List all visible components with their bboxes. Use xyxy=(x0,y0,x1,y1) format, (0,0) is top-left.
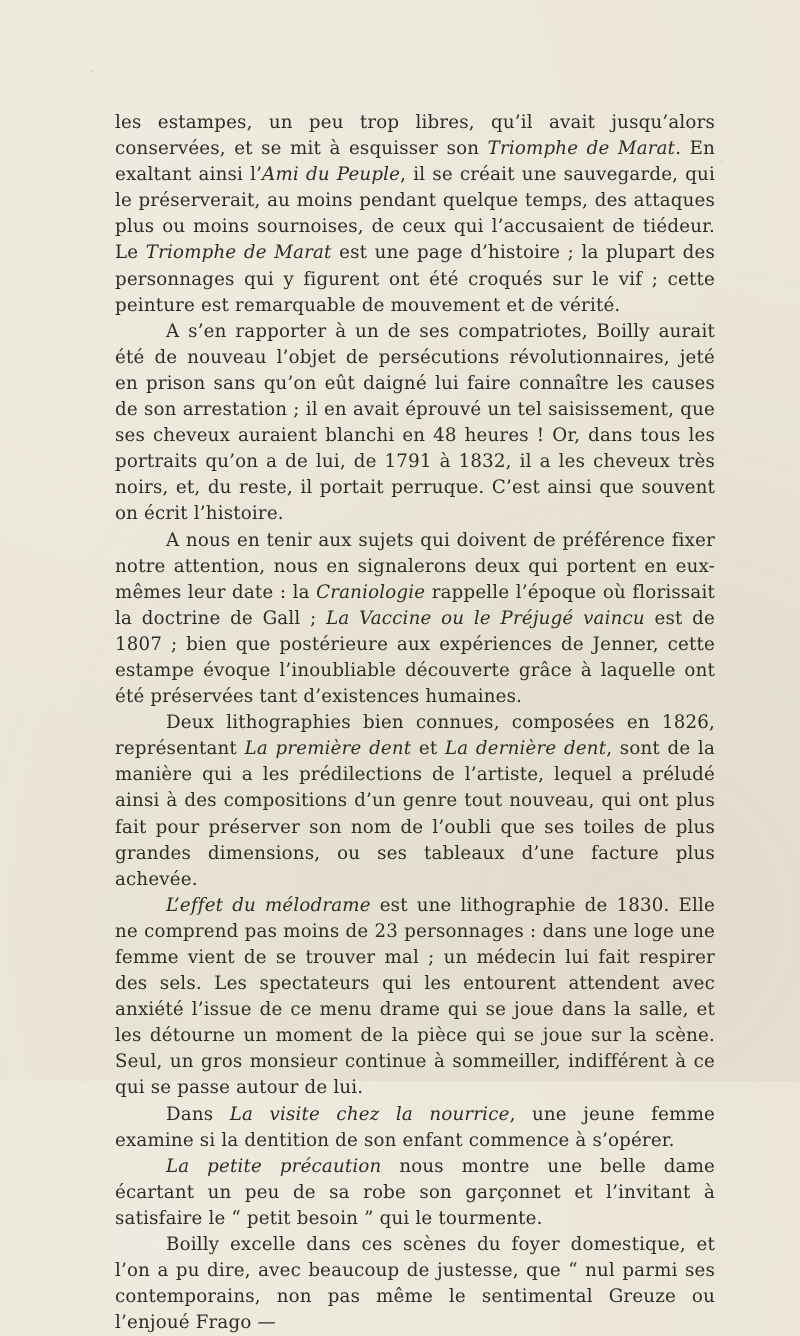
artwork-title: La dernière dent xyxy=(445,738,607,760)
body-text xyxy=(115,110,715,1336)
text-run: et xyxy=(411,738,445,760)
artwork-title: Triomphe de Marat xyxy=(145,242,332,264)
paper-speck xyxy=(90,70,93,73)
artwork-title: L’effet du mélodrame xyxy=(166,894,371,916)
text-run: nous montre une belle dame écartant un peu de sa robe son garçonnet et l’invitant à satisfaire le “ petit besoin ” qui le tourmente. xyxy=(115,1155,716,1229)
text-run: . En exaltant ainsi l’ xyxy=(115,138,715,186)
text-run: Dans xyxy=(166,1103,230,1125)
text-run: A s’en rapporter à un de ses compatriotes, Boilly aurait été de nouveau l’objet de persécutions révolutionnaires, jeté en prison sans qu’on eût daigné lui faire connaître les causes de son arrestation ; il en avait éprouvé un tel saisissement, que ses cheveux auraient blanchi en 48 heures ! Or, dans tous les portraits qu’on a de lui, de 1791 à 1832, il a les cheveux très noirs, et, du reste, il portait perruque. C’est ainsi que souvent on écrit l’histoire. xyxy=(115,320,715,525)
paragraph xyxy=(115,528,715,711)
paragraph xyxy=(115,1102,715,1154)
artwork-title: Craniologie xyxy=(316,581,426,603)
artwork-title: La visite chez la nourrice xyxy=(229,1103,510,1125)
artwork-title: Triomphe de Marat xyxy=(487,138,676,160)
text-run: rappelle l’époque où florissait la doctrine de Gall ; xyxy=(115,581,715,629)
paper-speck xyxy=(720,160,722,162)
paragraph xyxy=(115,710,715,893)
text-run: Deux lithographies bien connues, composées en 1826, représentant xyxy=(115,712,715,760)
text-run: est une page d’histoire ; la plupart des personnages qui y figurent ont été croqués sur le vif ; cette peinture est remarquable de mouvement et de vérité. xyxy=(115,242,715,316)
text-run: les estampes, un peu trop libres, qu’il avait jusqu’alors conservées, et se mit à esquisser son xyxy=(115,112,715,160)
text-run: est de 1807 ; bien que postérieure aux expériences de Jenner, cette estampe évoque l’inoubliable découverte grâce à laquelle ont été préservées tant d’existences humaines. xyxy=(115,607,715,708)
artwork-title: La petite précaution xyxy=(166,1155,382,1177)
text-run: Boilly excelle dans ces scènes du foyer domestique, et l’on a pu dire, avec beaucoup de justesse, que “ nul parmi ses contemporains, non pas même le sentimental Greuze ou l’enjoué Frago — xyxy=(115,1234,715,1334)
artwork-title: La Vaccine ou le Préjugé vaincu xyxy=(326,607,645,629)
paragraph xyxy=(115,319,715,528)
text-run: , sont de la manière qui a les prédilections de l’artiste, lequel a préludé ainsi à des compositions d’un genre tout nouveau, qui ont plus fait pour préserver son nom de l’oubli que ses toiles de plus grandes dimensions, ou ses tableaux d’une facture plus achevée. xyxy=(115,738,715,890)
artwork-title: Ami du Peuple xyxy=(262,164,401,186)
paragraph xyxy=(115,893,715,1102)
text-run: , une jeune femme examine si la dentition de son enfant commence à s’opérer. xyxy=(115,1103,715,1151)
text-run: A nous en tenir aux sujets qui doivent de préférence fixer notre attention, nous en signalerons deux qui portent en eux-mêmes leur date : la xyxy=(115,529,715,603)
text-run: , il se créait une sauvegarde, qui le préserverait, au moins pendant quelque temps, des attaques plus ou moins sournoises, de ceux qui l’accusaient de tiédeur. Le xyxy=(115,164,715,264)
paragraph xyxy=(115,110,715,319)
paragraph xyxy=(115,1232,715,1336)
paragraph xyxy=(115,1154,715,1232)
text-run: est une lithographie de 1830. Elle ne comprend pas moins de 23 personnages : dans une loge une femme vient de se trouver mal ; un médecin lui fait respirer des sels. Les spectateurs qui les entourent attendent avec anxiété l’issue de ce menu drame qui se joue dans la salle, et les détourne un moment de la pièce qui se joue sur la scène. Seul, un gros monsieur continue à sommeiller, indifférent à ce qui se passe autour de lui. xyxy=(115,894,715,1099)
artwork-title: La première dent xyxy=(244,738,412,760)
